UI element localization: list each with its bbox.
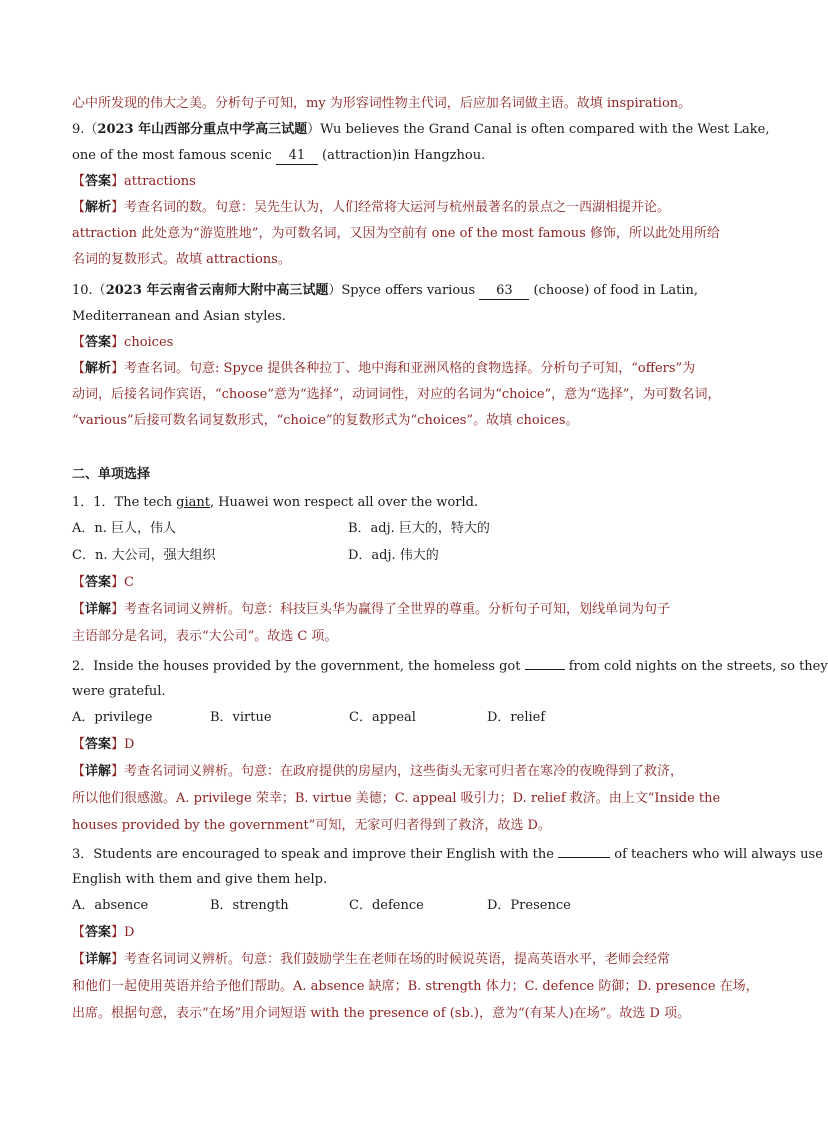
prev-analysis-tail: 心中所发现的伟大之美。分析句子可知，my 为形容词性物主代词，后应加名词做主语。故填 inspiration。 [72,96,692,111]
s2-option-b[interactable]: B．virtue [210,710,272,725]
s3-option-c[interactable]: C．defence [349,898,424,913]
q9-stem-line2-post: (attraction)in Hangzhou. [322,148,486,163]
s2-option-a[interactable]: A．privilege [72,710,153,725]
s3-detail-2: 和他们一起使用英语并给予他们帮助。A. absence 缺席；B. strength 体力；C. defence 防御；D. presence 在场， [72,979,759,994]
s2-detail-2: 所以他们很感激。A. privilege 荣幸；B. virtue 美德；C. appeal 吸引力；D. relief 救济。由上文“Inside the [72,791,721,806]
q10-blank: 63 [479,283,529,300]
analysis-label: 解析 [85,361,112,376]
q10-analysis-3: “various”后接可数名词复数形式，“choice”的复数形式为“choices”。故填 choices。 [72,413,579,428]
s3-option-b[interactable]: B．strength [210,898,289,913]
s3-blank [558,841,610,858]
q10-analysis-2: 动词，后接名词作宾语，“choose”意为“选择”，动词词性，对应的名词为“choice”，意为“选择”，为可数名词， [72,387,721,402]
s3-stem-post: of teachers who will always use [614,847,823,862]
question-9 [72,117,770,273]
q9-analysis-2: attraction 此处意为“游览胜地”，为可数名词，又因为空前有 one of the most famous 修饰，所以此处用所给 [72,226,720,241]
s1-stem-pre: 1．1．The tech [72,495,177,510]
s2-stem-post: from cold nights on the streets, so they [568,659,828,674]
s3-stem-line2: English with them and give them help. [72,872,328,887]
s1-underlined-word: giant [176,495,210,510]
s3-detail-row: 【详解】考查名词词义辨析。句意：我们鼓励学生在老师在场的时候说英语，提高英语水平，老师会经常 [72,952,671,967]
s2-answer: D [124,737,135,752]
answer-label: 答案 [85,925,112,940]
q9-analysis-row: 【解析】考查名词的数。句意：吴先生认为，人们经常将大运河与杭州最著名的景点之一西湖相提并论。 [72,200,671,215]
s1-answer-row: 【答案】C [72,575,134,590]
s1-option-a[interactable]: A．n. 巨人，伟人 [72,521,177,536]
s1-detail-1: 考查名词词义辨析。句意：科技巨头华为赢得了全世界的尊重。分析句子可知，划线单词为句子 [124,602,671,617]
s3-option-d[interactable]: D．Presence [487,898,571,913]
q9-stem-line2-pre: one of the most famous scenic [72,148,272,163]
s2-answer-row: 【答案】D [72,737,135,752]
q9-analysis-1: 考查名词的数。句意：吴先生认为，人们经常将大运河与杭州最著名的景点之一西湖相提并论。 [124,200,671,215]
s1-detail-2: 主语部分是名词，表示“大公司”。故选 C 项。 [72,629,338,644]
s3-detail-1: 考查名词词义辨析。句意：我们鼓励学生在老师在场的时候说英语，提高英语水平，老师会经常 [124,952,671,967]
s1-stem-post: , Huawei won respect all over the world. [209,495,479,510]
s3-answer: D [124,925,135,940]
s1-option-d[interactable]: D．adj. 伟大的 [348,548,439,563]
s2-option-c[interactable]: C．appeal [349,710,416,725]
q10-stem-line1-post: (choose) of food in Latin, [533,283,699,298]
q10-source: 2023 年云南省云南师大附中高三试题 [105,283,329,298]
s1-answer: C [124,575,134,590]
s3-stem-pre: 3．Students are encouraged to speak and improve their English with the [72,847,554,862]
s3-detail-3: 出席。根据句意，表示“在场”用介词短语 with the presence of (sb.)，意为“(有某人)在场”。故选 D 项。 [72,1006,691,1021]
q10-analysis-row: 【解析】考查名词。句意: Spyce 提供各种拉丁、地中海和亚洲风格的食物选择。分析句子可知，“offers”为 [72,361,696,376]
q10-number: 10.（ [72,283,106,298]
choice-question-1 [72,490,722,650]
answer-label: 答案 [85,174,112,189]
s3-option-a[interactable]: A．absence [72,898,149,913]
q9-number: 9.（ [72,122,98,137]
q9-source: 2023 年山西部分重点中学高三试题 [97,122,308,137]
s2-option-d[interactable]: D．relief [487,710,546,725]
section-title-single-choice: 二、单项选择 [72,467,151,482]
s1-detail-row: 【详解】考查名词词义辨析。句意：科技巨头华为赢得了全世界的尊重。分析句子可知，划线单词为句子 [72,602,671,617]
s2-stem-line2: were grateful. [72,684,166,699]
q10-stem-line2: Mediterranean and Asian styles. [72,309,286,324]
q9-analysis-3: 名词的复数形式。故填 attractions。 [72,252,291,267]
answer-label: 答案 [85,335,112,350]
choice-question-2 [72,653,828,839]
detail-label: 详解 [85,602,112,617]
choice-question-3 [72,841,823,1031]
q9-answer: attractions [124,174,196,189]
q10-analysis-1: 考查名词。句意: Spyce 提供各种拉丁、地中海和亚洲风格的食物选择。分析句子可知，“offers”为 [124,361,696,376]
s2-detail-3: houses provided by the government”可知，无家可归者得到了救济，故选 D。 [72,818,551,833]
s2-blank [525,653,565,670]
q10-answer: choices [124,335,174,350]
q10-answer-row: 【答案】choices [72,335,174,350]
s2-detail-1: 考查名词词义辨析。句意：在政府提供的房屋内，这些街头无家可归者在寒冷的夜晚得到了救济， [124,764,684,779]
s2-stem-pre: 2．Inside the houses provided by the government, the homeless got [72,659,521,674]
detail-label: 详解 [85,952,112,967]
s3-answer-row: 【答案】D [72,925,135,940]
analysis-label: 解析 [85,200,112,215]
s2-detail-row: 【详解】考查名词词义辨析。句意：在政府提供的房屋内，这些街头无家可归者在寒冷的夜晚得到了救济， [72,764,684,779]
answer-label: 答案 [85,575,112,590]
q9-answer-row: 【答案】attractions [72,174,196,189]
question-10 [72,278,722,434]
detail-label: 详解 [85,764,112,779]
answer-label: 答案 [85,737,112,752]
s1-option-c[interactable]: C．n. 大公司，强大组织 [72,548,216,563]
q9-stem-line1: ）Wu believes the Grand Canal is often compared with the West Lake, [307,122,770,137]
s1-option-b[interactable]: B．adj. 巨大的，特大的 [348,521,490,536]
q10-stem-line1: ）Spyce offers various [328,283,476,298]
q9-blank: 41 [276,148,318,165]
